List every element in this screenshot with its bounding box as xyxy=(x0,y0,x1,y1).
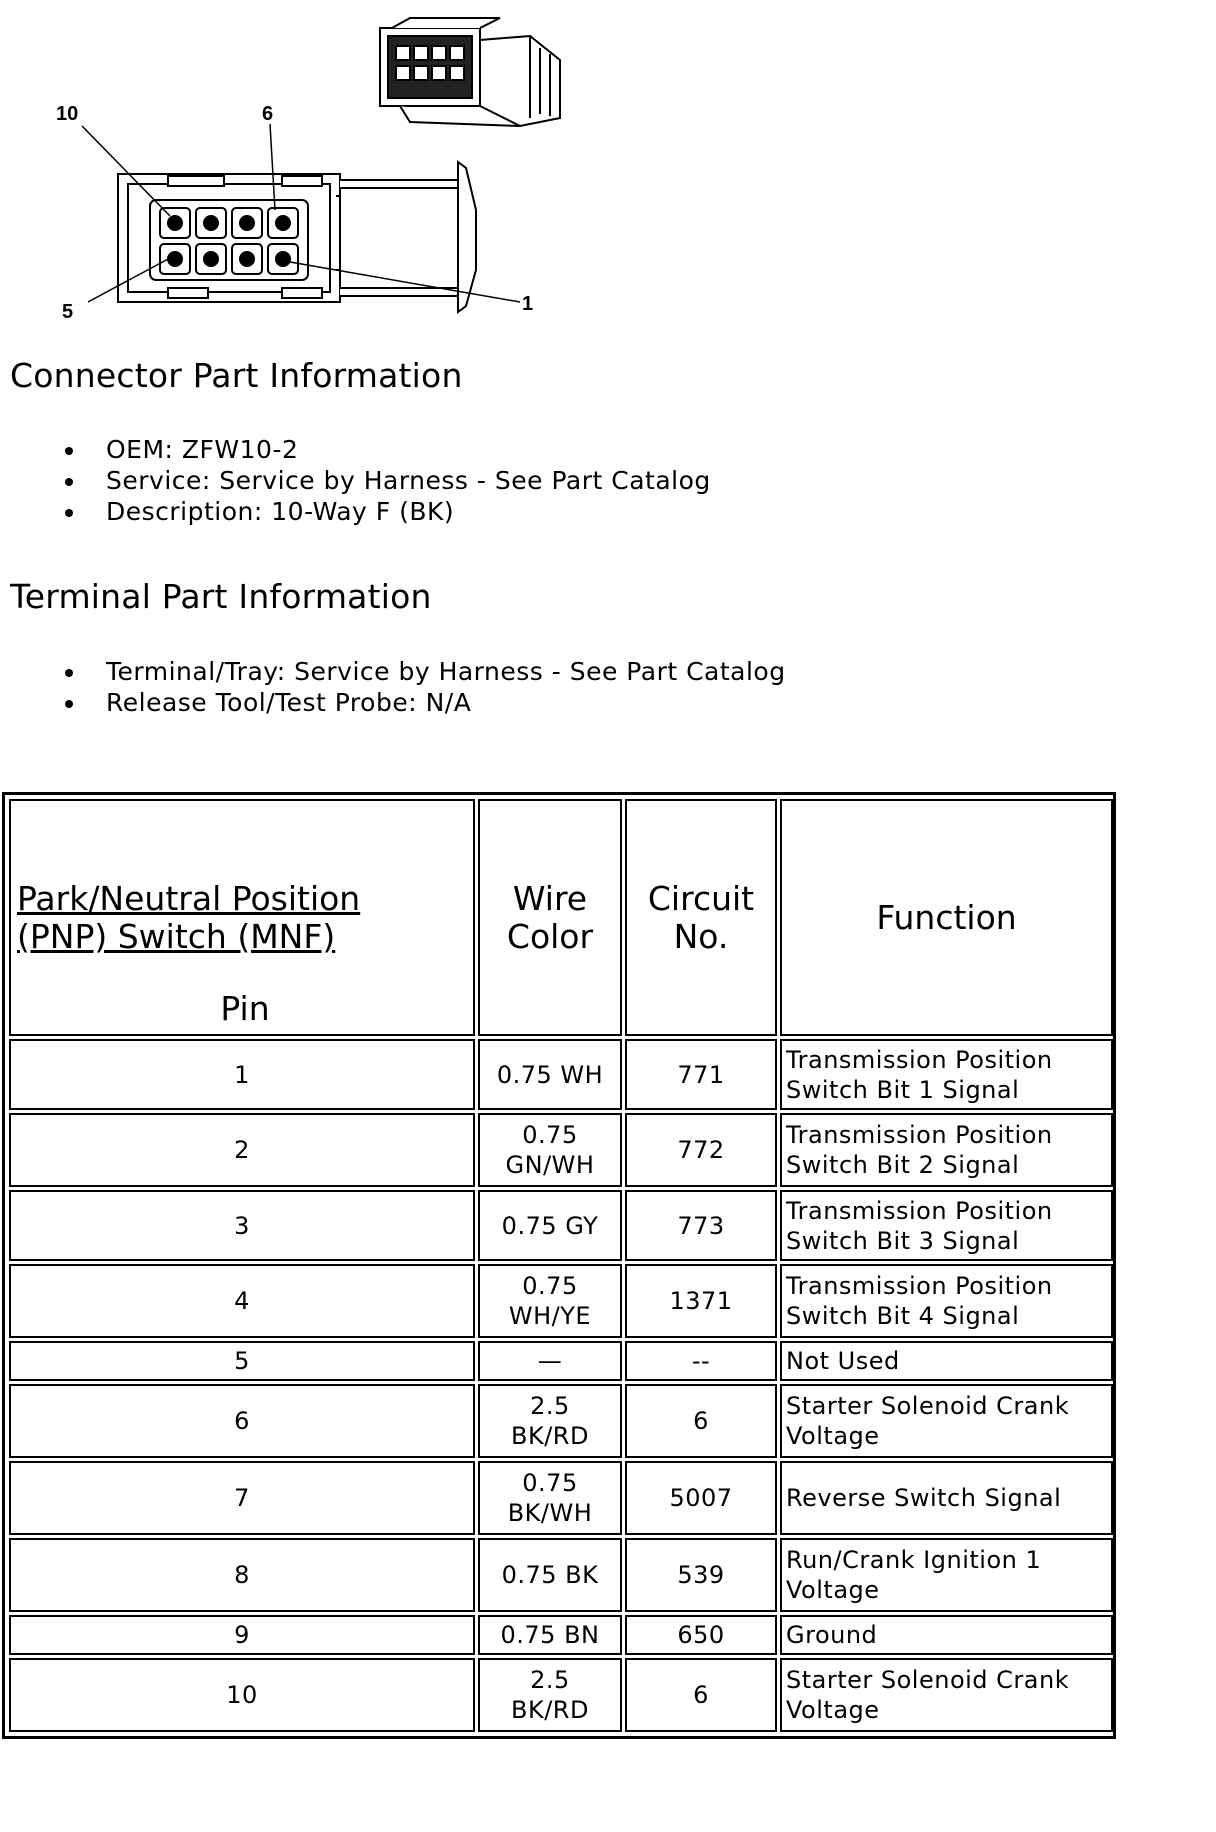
cell-function: Run/Crank Ignition 1 Voltage xyxy=(780,1538,1113,1612)
cavity-10 xyxy=(160,208,190,238)
table-row xyxy=(9,1190,1113,1261)
pin-table xyxy=(2,792,1116,1739)
table-row xyxy=(9,1658,1113,1732)
cell-function: Not Used xyxy=(780,1341,1113,1381)
cell-circuit: 5007 xyxy=(625,1461,777,1535)
callout-10: 10 xyxy=(56,103,79,125)
cell-function: Starter Solenoid Crank Voltage xyxy=(780,1384,1113,1458)
cell-circuit: 772 xyxy=(625,1113,777,1187)
cell-function: Transmission Position Switch Bit 1 Signal xyxy=(780,1039,1113,1110)
cell-wire-color: 0.75 BK xyxy=(478,1538,622,1612)
cell-wire-color: 2.5 BK/RD xyxy=(478,1384,622,1458)
header-pin-title[interactable]: Park/Neutral Position (PNP) Switch (MNF) xyxy=(17,879,361,956)
cell-function: Starter Solenoid Crank Voltage xyxy=(780,1658,1113,1732)
cell-function: Transmission Position Switch Bit 4 Signal xyxy=(780,1264,1113,1338)
cell-circuit: 771 xyxy=(625,1039,777,1110)
cavity-4 xyxy=(196,244,226,274)
connector-diagram xyxy=(0,0,620,340)
connector-info-list xyxy=(60,434,711,527)
cell-circuit: 6 xyxy=(625,1658,777,1732)
cell-pin: 8 xyxy=(9,1538,475,1612)
header-pin-label: Pin xyxy=(220,989,270,1028)
cell-pin: 4 xyxy=(9,1264,475,1338)
cell-wire-color: 0.75 WH xyxy=(478,1039,622,1110)
table-row xyxy=(9,1615,1113,1655)
header-function: Function xyxy=(780,799,1113,1036)
cell-pin: 9 xyxy=(9,1615,475,1655)
cell-wire-color: 0.75 BK/WH xyxy=(478,1461,622,1535)
cell-pin: 5 xyxy=(9,1341,475,1381)
callout-6: 6 xyxy=(262,103,274,125)
cell-wire-color: 0.75 WH/YE xyxy=(478,1264,622,1338)
cell-pin: 6 xyxy=(9,1384,475,1458)
cell-wire-color: 0.75 GY xyxy=(478,1190,622,1261)
connector-3d-view xyxy=(380,18,560,126)
cell-pin: 1 xyxy=(9,1039,475,1110)
cell-circuit: 6 xyxy=(625,1384,777,1458)
terminal-info-list xyxy=(60,656,786,718)
header-wire-color: Wire Color xyxy=(478,799,622,1036)
list-item: Description: 10-Way F (BK) xyxy=(60,496,711,527)
cell-circuit: 539 xyxy=(625,1538,777,1612)
header-pin xyxy=(9,799,475,1036)
connector-info-title: Connector Part Information xyxy=(10,356,463,395)
callout-1: 1 xyxy=(522,293,534,315)
cell-circuit: 773 xyxy=(625,1190,777,1261)
cell-wire-color: — xyxy=(478,1341,622,1381)
cavity-1 xyxy=(268,244,298,274)
list-item: Release Tool/Test Probe: N/A xyxy=(60,687,786,718)
cell-circuit: 650 xyxy=(625,1615,777,1655)
cell-function: Transmission Position Switch Bit 2 Signal xyxy=(780,1113,1113,1187)
list-item: OEM: ZFW10-2 xyxy=(60,434,711,465)
cell-wire-color: 0.75 BN xyxy=(478,1615,622,1655)
list-item: Terminal/Tray: Service by Harness - See Part Catalog xyxy=(60,656,786,687)
cell-function: Reverse Switch Signal xyxy=(780,1461,1113,1535)
table-row xyxy=(9,1461,1113,1535)
cell-function: Transmission Position Switch Bit 3 Signal xyxy=(780,1190,1113,1261)
cell-pin: 3 xyxy=(9,1190,475,1261)
table-row xyxy=(9,1341,1113,1381)
cell-wire-color: 0.75 GN/WH xyxy=(478,1113,622,1187)
cell-wire-color: 2.5 BK/RD xyxy=(478,1658,622,1732)
table-row xyxy=(9,1538,1113,1612)
table-row xyxy=(9,1039,1113,1110)
cell-circuit: -- xyxy=(625,1341,777,1381)
terminal-info-title: Terminal Part Information xyxy=(10,577,432,616)
callout-5: 5 xyxy=(62,301,74,323)
cavity-9 xyxy=(196,208,226,238)
table-row xyxy=(9,1264,1113,1338)
cell-pin: 7 xyxy=(9,1461,475,1535)
cell-function: Ground xyxy=(780,1615,1113,1655)
table-header-row xyxy=(9,799,1113,1036)
cell-circuit: 1371 xyxy=(625,1264,777,1338)
list-item: Service: Service by Harness - See Part Catalog xyxy=(60,465,711,496)
cavity-8 xyxy=(232,208,262,238)
cell-pin: 10 xyxy=(9,1658,475,1732)
header-circuit-no: Circuit No. xyxy=(625,799,777,1036)
table-row xyxy=(9,1384,1113,1458)
cavity-7 xyxy=(268,208,298,238)
cavity-3 xyxy=(232,244,262,274)
cell-pin: 2 xyxy=(9,1113,475,1187)
table-row xyxy=(9,1113,1113,1187)
cavity-5 xyxy=(160,244,190,274)
